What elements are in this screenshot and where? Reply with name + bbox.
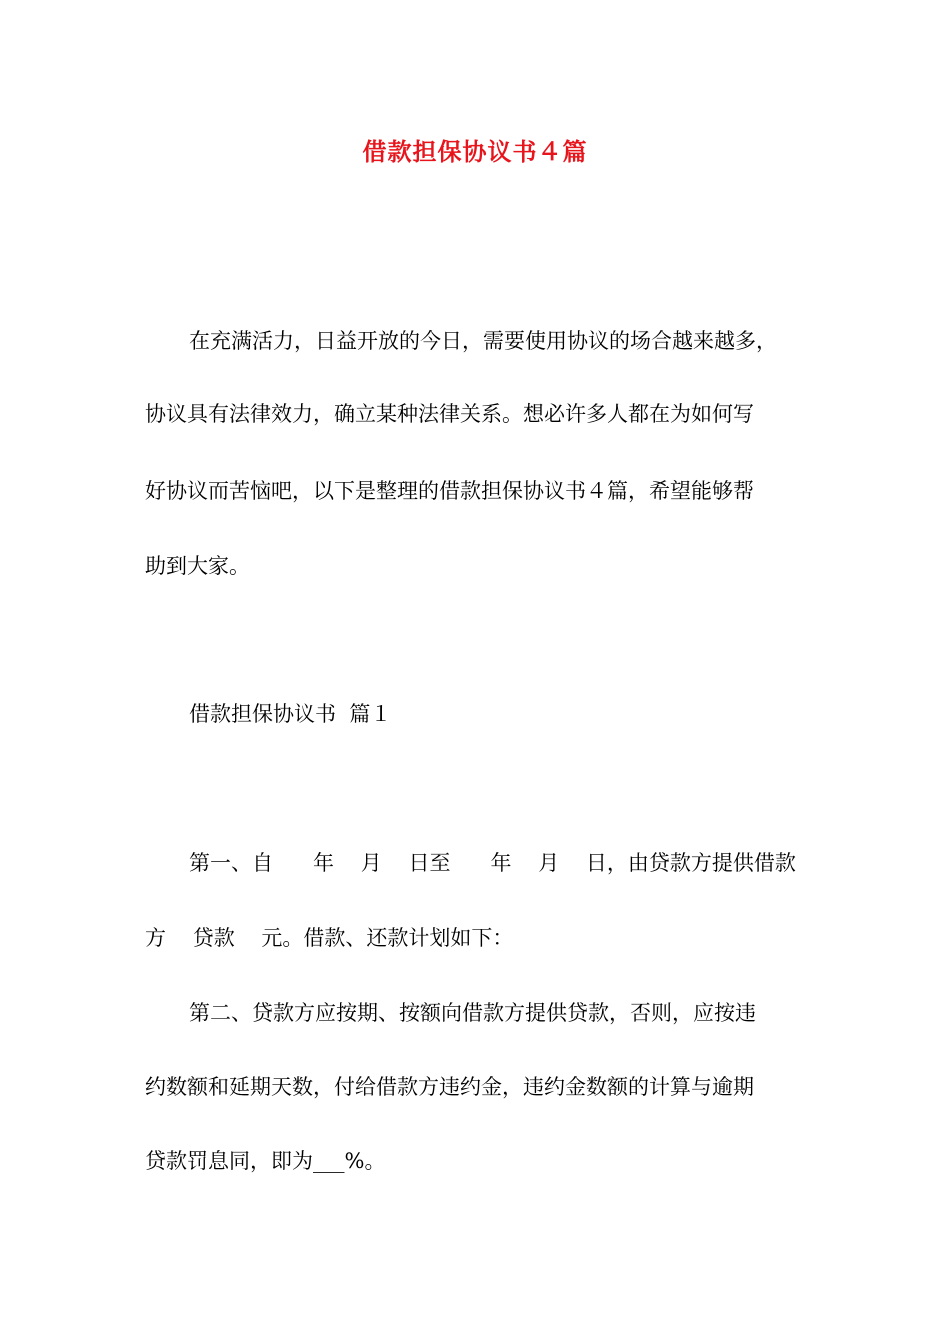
intro-line-3: 好协议而苦恼吧，以下是整理的借款担保协议书４篇，希望能够帮: [145, 479, 754, 503]
clause1-line-1: 第一、自 年 月 日至 年 月 日，由贷款方提供借款: [189, 851, 796, 875]
intro-line-4: 助到大家。: [145, 554, 250, 578]
intro-line-1: 在充满活力，日益开放的今日，需要使用协议的场合越来越多，: [189, 329, 777, 353]
clause1-line-2: 方 贷款 元。借款、还款计划如下：: [145, 926, 514, 950]
clause2-line-1: 第二、贷款方应按期、按额向借款方提供贷款，否则，应按违: [189, 1001, 756, 1025]
document-title: 借款担保协议书４篇: [362, 137, 588, 166]
clause2-line-2: 约数额和延期天数，付给借款方违约金，违约金数额的计算与逾期: [145, 1075, 754, 1099]
clause2-line-3: 贷款罚息同，即为___%。: [145, 1149, 386, 1173]
intro-line-2: 协议具有法律效力，确立某种法律关系。想必许多人都在为如何写: [145, 402, 754, 426]
section-heading: 借款担保协议书 篇１: [189, 702, 392, 726]
